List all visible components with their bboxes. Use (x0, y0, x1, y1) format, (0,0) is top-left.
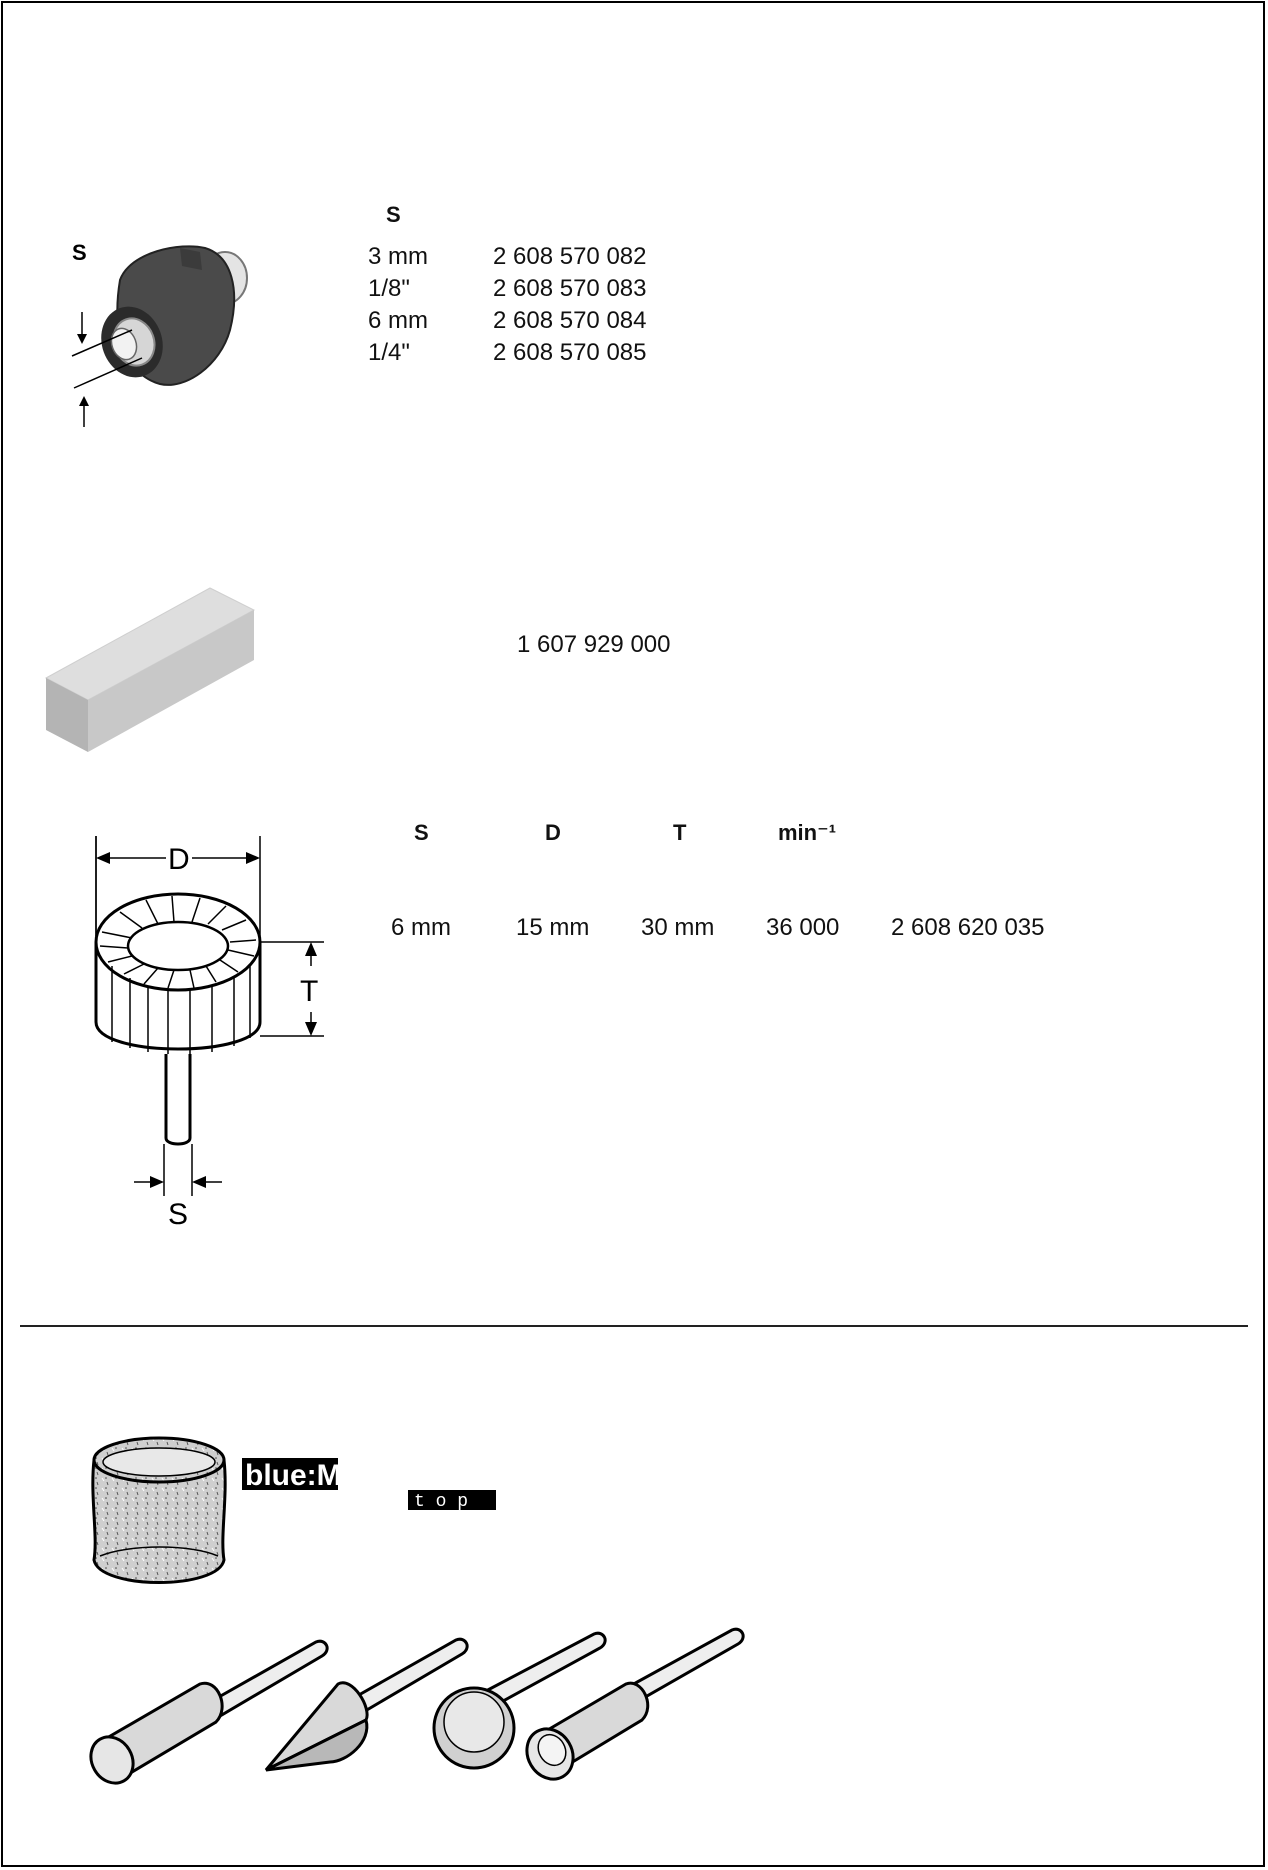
drum-value-d: 15 mm (516, 914, 590, 941)
sanding-drum-illustration (86, 836, 336, 1236)
collet-nut-illustration (50, 230, 280, 430)
dimension-label-d: D (168, 843, 190, 876)
dimension-label-t: T (300, 975, 319, 1008)
drum-value-s: 6 mm (391, 914, 451, 941)
collet-size-2: 1/8" (368, 275, 410, 302)
grinding-bits-illustration (90, 1612, 760, 1792)
drum-header-t: T (673, 820, 687, 845)
dressing-stone-illustration (46, 586, 258, 754)
drum-value-speed: 36 000 (766, 914, 840, 941)
dimension-label-s: S (168, 1198, 189, 1231)
drum-header-speed: min⁻¹ (778, 820, 837, 845)
logo-main-text: blue:Metal (245, 1459, 394, 1492)
collet-size-4: 1/4" (368, 339, 410, 366)
dressing-stone-part: 1 607 929 000 (517, 631, 671, 658)
section-divider (20, 1325, 1248, 1327)
collet-part-3: 2 608 570 084 (493, 307, 647, 334)
collet-size-3: 6 mm (368, 307, 428, 334)
sanding-band-illustration (90, 1436, 230, 1586)
collet-size-1: 3 mm (368, 243, 428, 270)
collet-part-4: 2 608 570 085 (493, 339, 647, 366)
collet-part-2: 2 608 570 083 (493, 275, 647, 302)
drum-value-t: 30 mm (641, 914, 715, 941)
collet-size-header: S (386, 202, 401, 227)
collet-part-1: 2 608 570 082 (493, 243, 647, 270)
figure-label-s: S (72, 240, 87, 265)
drum-header-s: S (414, 820, 429, 845)
drum-part-number: 2 608 620 035 (891, 914, 1045, 941)
drum-header-d: D (545, 820, 561, 845)
logo-sub-text: t o p (414, 1492, 469, 1512)
bluemetal-top-logo (242, 1456, 502, 1514)
